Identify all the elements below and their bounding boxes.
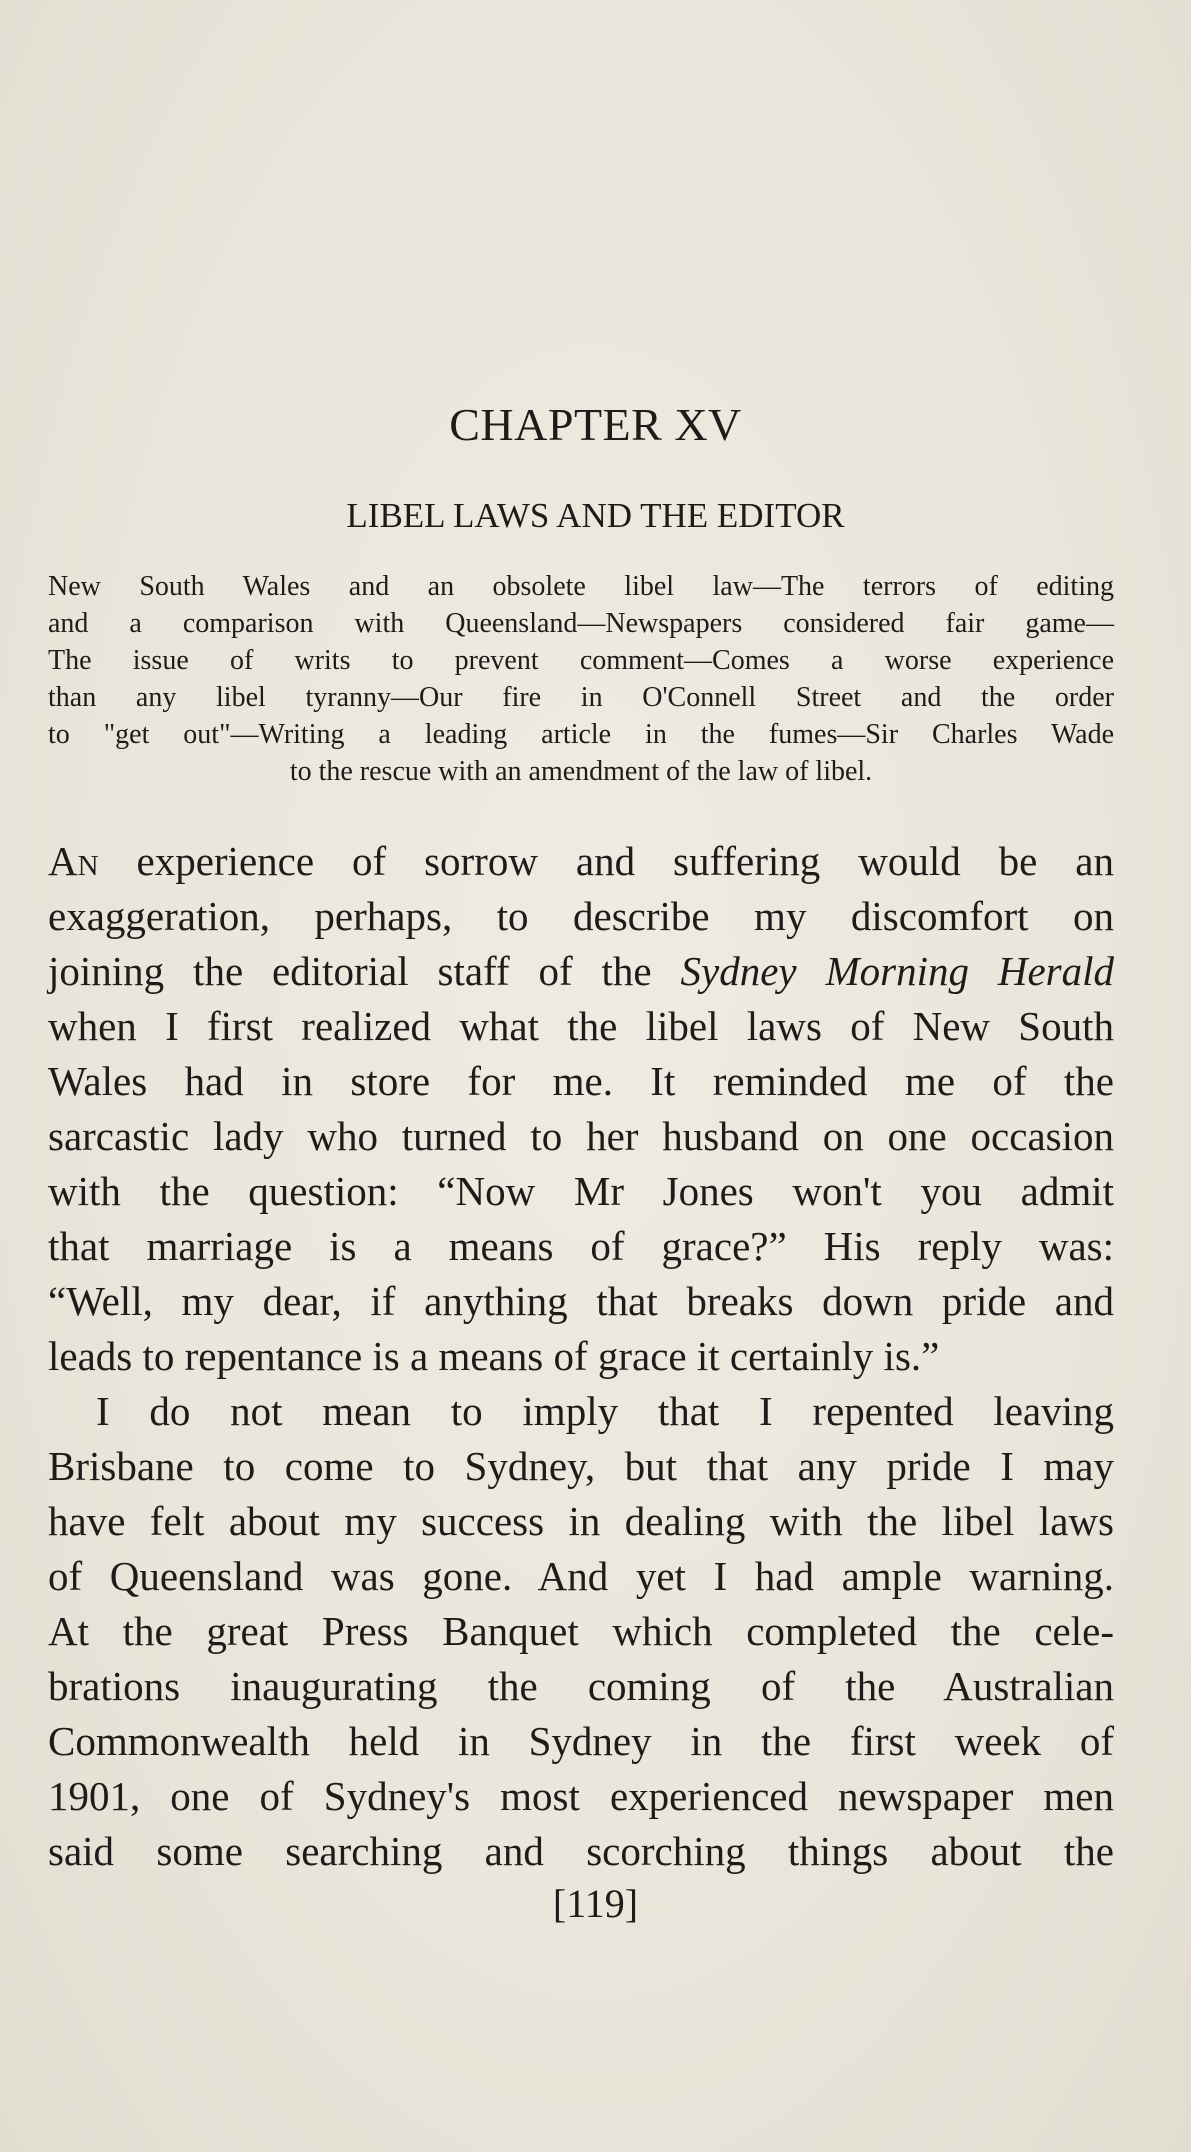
body-line: leads to repentance is a means of grace it certainly is.” — [48, 1333, 940, 1379]
synopsis-line: to "get out"—Writing a leading article in the fumes—Sir Charles Wade — [48, 719, 1114, 750]
body-line: sarcastic lady who turned to her husband on one occasion — [48, 1113, 1114, 1159]
body-line: I do not mean to imply that I repented leaving — [96, 1388, 1114, 1434]
synopsis-line: The issue of writs to prevent comment—Comes a worse experience — [48, 645, 1114, 676]
body-line: that marriage is a means of grace?” His reply was: — [48, 1223, 1114, 1269]
body-line: with the question: “Now Mr Jones won't you admit — [48, 1168, 1114, 1214]
body-line: when I first realized what the libel laws of New South — [48, 1003, 1114, 1049]
chapter-number: CHAPTER XV — [449, 399, 742, 450]
page-number: [119] — [552, 1881, 639, 1926]
body-line: exaggeration, perhaps, to describe my discomfort on — [48, 893, 1114, 939]
body-line: of Queensland was gone. And yet I had ample warning. — [48, 1553, 1114, 1599]
body-line: Wales had in store for me. It reminded me of the — [48, 1058, 1114, 1104]
body-line — [48, 944, 1114, 999]
body-line — [48, 834, 1114, 889]
synopsis-line: New South Wales and an obsolete libel law—The terrors of editing — [48, 571, 1114, 602]
synopsis-line: to the rescue with an amendment of the law of libel. — [289, 756, 873, 787]
synopsis-line: and a comparison with Queensland—Newspapers considered fair game— — [48, 608, 1114, 639]
body-line: brations inaugurating the coming of the Australian — [48, 1663, 1114, 1709]
opening-word: An — [48, 838, 99, 884]
body-line-text: joining the editorial staff of the — [48, 948, 681, 994]
body-text — [48, 834, 1114, 1879]
body-line: Commonwealth held in Sydney in the first week of — [48, 1718, 1114, 1764]
chapter-title: LIBEL LAWS AND THE EDITOR — [346, 496, 845, 535]
newspaper-title: Sydney Morning Herald — [680, 948, 1115, 994]
body-line-text: experience of sorrow and suffering would be an — [98, 838, 1114, 884]
body-line: 1901, one of Sydney's most experienced newspaper men — [48, 1773, 1114, 1819]
body-line: Brisbane to come to Sydney, but that any pride I may — [48, 1443, 1114, 1489]
body-line: “Well, my dear, if anything that breaks down pride and — [48, 1278, 1114, 1324]
body-line: At the great Press Banquet which completed the cele- — [48, 1608, 1114, 1654]
synopsis-line: than any libel tyranny—Our fire in O'Connell Street and the order — [48, 682, 1114, 713]
chapter-synopsis — [48, 568, 1114, 790]
body-line: said some searching and scorching things about the — [48, 1828, 1114, 1874]
body-line: have felt about my success in dealing with the libel laws — [48, 1498, 1114, 1544]
